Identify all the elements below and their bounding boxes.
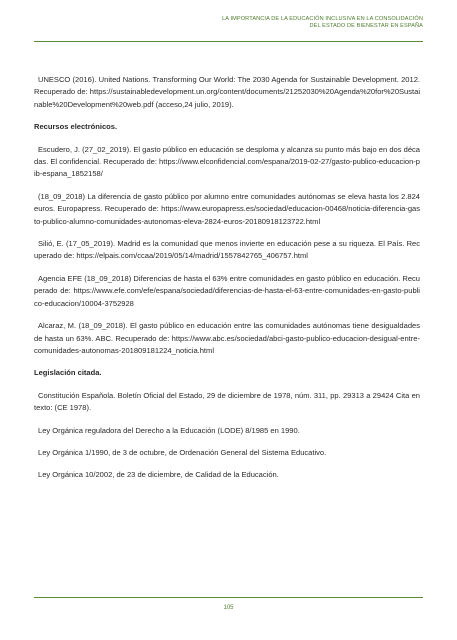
reference-constitution: Constitución Española. Boletín Oficial del Estado, 29 de diciembre de 1978, núm. 311, pp. 29313 a 29424 Cita en texto: (CE 1978). xyxy=(34,390,420,413)
reference-efe: Agencia EFE (18_09_2018) Diferencias de hasta el 63% entre comunidades en gasto público en educación. Recuperado de: https://www.efe.com/efe/espana/sociedad/diferencias-de-hasta-el-63-entre-comunidades-en-gasto-publico-educacion/10004-3752928 xyxy=(34,273,420,308)
reference-europapress: (18_09_2018) La diferencia de gasto público por alumno entre comunidades autónomas se eleva hasta los 2.824 euros. Europapress. Recuperado de: https://www.europapress.es/sociedad/educacion-00468/noticia-diferencia-gasto-publico-alumno-comunidades-autonomas-eleva-2824-euros-20180918123722.html xyxy=(34,191,420,226)
reference-lode: Ley Orgánica reguladora del Derecho a la Educación (LODE) 8/1985 en 1990. xyxy=(38,425,300,435)
reference-escudero: Escudero, J. (27_02_2019). El gasto público en educación se desploma y alcanza su punto más bajo en dos décadas. El confidencial. Recuperado de: https://www.elconfidencial.com/espana/2019-02-27/gasto-publico-educacion-pib-espana_1852158/ xyxy=(34,144,420,179)
heading-legislation: Legislación citada. xyxy=(34,368,102,378)
reference-alcaraz: Alcaraz, M. (18_09_2018). El gasto público en educación entre las comunidades autónomas tiene desigualdades de hasta un 63%. ABC. Recuperado de: https://www.abc.es/sociedad/abci-gasto-publico-educacion-desigual-entre-comunidades-autonomas-201809181224_noticia.html xyxy=(34,321,420,355)
reference-silio: Silió, E. (17_05_2019). Madrid es la comunidad que menos invierte en educación pese a su riqueza. El País. Recuperado de: https://elpais.com/ccaa/2019/05/14/madrid/1557842765_406757.html xyxy=(34,239,420,261)
references-section xyxy=(34,74,420,492)
reference-logse: Ley Orgánica 1/1990, de 3 de octubre, de Ordenación General del Sistema Educativo. xyxy=(38,447,327,457)
running-header-line-1: LA IMPORTANCIA DE LA EDUCACIÓN INCLUSIVA EN LA CONSOLIDACIÓN xyxy=(222,16,423,22)
header-divider xyxy=(34,41,423,42)
reference-unesco: UNESCO (2016). United Nations. Transforming Our World: The 2030 Agenda for Sustainable Development. 2012. Recuperado de: https://sustainabledevelopment.un.org/content/documents/21252030%20Agenda%20for%20Sustainable%20Development%20web.pdf (acceso,24 julio, 2019). xyxy=(34,75,421,109)
running-header-line-2: DEL ESTADO DE BIENESTAR EN ESPAÑA xyxy=(309,23,423,30)
reference-loce: Ley Orgánica 10/2002, de 23 de diciembre, de Calidad de la Educación. xyxy=(38,470,279,480)
heading-electronic-resources: Recursos electrónicos. xyxy=(34,122,118,132)
footer-divider xyxy=(34,597,423,598)
page-number: 105 xyxy=(223,605,234,611)
running-header xyxy=(34,16,423,30)
